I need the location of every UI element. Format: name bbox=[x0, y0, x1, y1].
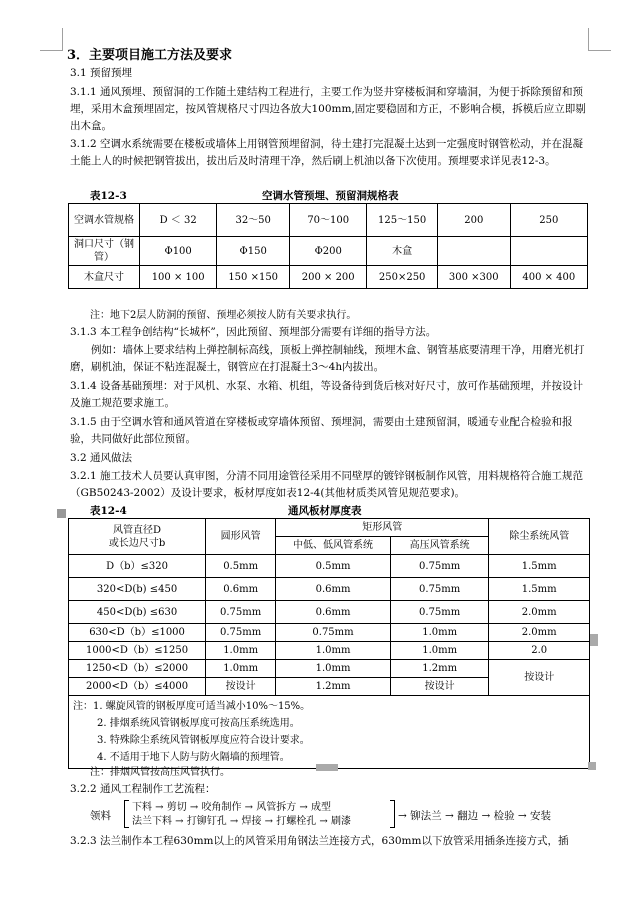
flow-start: 领料 bbox=[90, 810, 111, 822]
table-cell: 70～100 bbox=[290, 204, 367, 237]
table-cell: 木盒 bbox=[367, 237, 438, 266]
paragraph: 3.1.1 通风预埋、预留洞的工作随土建结构工程进行，主要工作为竖井穿楼板洞和穿墙洞，为便于拆除预留和预埋，采用木盒预埋固定，按风管规格尺寸四边各放大100mm,固定要稳固和方正，不影响合模，拆模后应立即剔出木盒。 bbox=[70, 86, 586, 132]
subsection-title: 3.1 预留预埋 bbox=[70, 67, 133, 79]
table-cell: 按设计 bbox=[206, 678, 276, 696]
paragraph: 例如：墙体上要求结构上弹控制标高线，顶板上弹控制轴线，预埋木盒、钢管基底要清理干净，用磨光机打磨，刷机油，保证不粘连混凝土，钢管应在打混凝土3～4h内拔出。 bbox=[70, 344, 585, 373]
sheet-thickness-table bbox=[68, 518, 590, 769]
paragraph: 3.1.4 设备基础预埋：对于风机、水泵、水箱、机组，等设备待到货后核对好尺寸，放可作基础预埋，并按设计及施工规范要求施工。 bbox=[70, 380, 584, 409]
table-cell: Φ200 bbox=[290, 237, 367, 266]
table-cell: 400 × 400 bbox=[510, 266, 587, 289]
table-cell: 1.0mm bbox=[276, 642, 391, 660]
table-title: 通风板材厚度表 bbox=[288, 505, 362, 517]
table-cell: 250×250 bbox=[367, 266, 438, 289]
table-header-cell: 高压风管系统 bbox=[390, 537, 489, 555]
table-cell: 450<D(b) ≤630 bbox=[69, 601, 206, 624]
table-cell: 0.6mm bbox=[206, 578, 276, 601]
table-cell: 0.75mm bbox=[390, 601, 489, 624]
subsection-title: 3.2 通风做法 bbox=[70, 452, 133, 464]
table-cell bbox=[510, 237, 587, 266]
table-cell: 1.5mm bbox=[489, 555, 590, 578]
table-cell: 0.5mm bbox=[276, 555, 391, 578]
table-cell: 1.5mm bbox=[489, 578, 590, 601]
table-cell: 300 ×300 bbox=[437, 266, 510, 289]
table-cell: 0.75mm bbox=[390, 578, 489, 601]
paragraph: 3.2.3 法兰制作本工程630mm以上的风管采用角钢法兰连接方式，630mm以下放管采用插条连接方式，插 bbox=[70, 835, 569, 847]
crop-mark-top-left bbox=[40, 28, 63, 51]
table-cell: 洞口尺寸（钢管） bbox=[69, 237, 140, 266]
table-cell: 按设计 bbox=[489, 660, 590, 696]
table-cell: 32～50 bbox=[217, 204, 290, 237]
table-cell: 200 bbox=[437, 204, 510, 237]
table-cell: 空调水管规格 bbox=[69, 204, 140, 237]
paragraph: 3.1.5 由于空调水管和通风管道在穿楼板或穿墙体预留、预埋洞，需要由土建预留洞，暖通专业配合检验和报验，共同做好此部位预留。 bbox=[70, 416, 573, 445]
table-cell: 1.0mm bbox=[276, 660, 391, 678]
flow-bracket bbox=[124, 800, 129, 828]
table-cell: 0.75mm bbox=[206, 624, 276, 642]
table-cell: 250 bbox=[510, 204, 587, 237]
table-cell: 2.0mm bbox=[489, 601, 590, 624]
table-cell: 1.0mm bbox=[206, 660, 276, 678]
table-note: 注：1. 螺旋风管的钢板厚度可适当减小10%～15%。 bbox=[73, 701, 311, 712]
table-cell: 1.2mm bbox=[276, 678, 391, 696]
flow-end: → 铆法兰 → 翻边 → 检验 → 安装 bbox=[398, 810, 552, 822]
table-cell: 0.75mm bbox=[390, 555, 489, 578]
table-cell: 100 × 100 bbox=[140, 266, 217, 289]
table-cell: 1.0mm bbox=[390, 624, 489, 642]
paragraph: 3.1.2 空调水系统需要在楼板或墙体上用钢管预埋留洞，待土建打完混凝土达到一定强度时钢管松动，并在混凝土能上人的时候把钢管拔出，拔出后及时清理干净，然后刷上机油以备下次使用。预埋要求详见表12-3。 bbox=[70, 138, 584, 167]
table-title: 空调水管预埋、预留洞规格表 bbox=[262, 190, 399, 202]
table-note: 2. 排烟系统风管钢板厚度可按高压系统选用。 bbox=[97, 718, 300, 729]
table-cell: 2000<D（b）≤4000 bbox=[69, 678, 206, 696]
table-header-cell: 矩形风管 bbox=[276, 519, 489, 537]
embed-spec-table bbox=[68, 203, 588, 289]
table-cell: 0.75mm bbox=[276, 624, 391, 642]
subsection-title: 3.2.2 通风工程制作工艺流程： bbox=[70, 783, 216, 795]
table-move-handle-icon[interactable] bbox=[57, 509, 66, 518]
table-header-cell: 圆形风管 bbox=[206, 519, 276, 555]
table-cell: 320<D(b) ≤450 bbox=[69, 578, 206, 601]
table-header-cell: 风管直径D 或长边尺寸b bbox=[69, 519, 206, 555]
flow-line: 法兰下料 → 打铆钉孔 → 焊接 → 打螺栓孔 → 刷漆 bbox=[132, 816, 351, 827]
table-cell: 0.6mm bbox=[276, 601, 391, 624]
table-cell: 1000<D（b）≤1250 bbox=[69, 642, 206, 660]
table-cell: Φ100 bbox=[140, 237, 217, 266]
table-cell: 125～150 bbox=[367, 204, 438, 237]
crop-mark-top-right bbox=[588, 28, 611, 51]
table-notes-cell bbox=[69, 696, 590, 769]
table-cell: D ＜ 32 bbox=[140, 204, 217, 237]
section-heading: 3．主要项目施工方法及要求 bbox=[67, 48, 233, 63]
table-cell: 1.0mm bbox=[206, 642, 276, 660]
table-number: 表12-3 bbox=[90, 190, 127, 202]
table-cell: D（b）≤320 bbox=[69, 555, 206, 578]
table-note: 注：排烟风管按高压风管执行。 bbox=[90, 767, 230, 778]
table-note: 3. 特殊除尘系统风管钢板厚度应符合设计要求。 bbox=[97, 735, 310, 746]
table-cell: 木盒尺寸 bbox=[69, 266, 140, 289]
table-cell: 1.2mm bbox=[390, 660, 489, 678]
table-note: 注：地下2层人防洞的预留、预埋必须按人防有关要求执行。 bbox=[90, 310, 357, 321]
table-cell: 1.0mm bbox=[390, 642, 489, 660]
flow-line: 下料 → 剪切 → 咬角制作 → 风管拆方 → 成型 bbox=[132, 802, 331, 813]
add-column-icon[interactable] bbox=[590, 634, 598, 646]
paragraph: 3.2.1 施工技术人员要认真审图，分清不同用途管径采用不同壁厚的镀锌钢板制作风管，用料规格符合施工规范（GB50243-2002）及设计要求，板材厚度如表12-4(其他材质类风管见规范要求)。 bbox=[70, 470, 584, 499]
table-cell bbox=[437, 237, 510, 266]
table-number: 表12-4 bbox=[90, 505, 127, 517]
add-row-icon[interactable] bbox=[316, 764, 338, 771]
table-cell: 0.6mm bbox=[276, 578, 391, 601]
table-header-cell: 除尘系统风管 bbox=[489, 519, 590, 555]
table-cell: 200 × 200 bbox=[290, 266, 367, 289]
table-cell: 630<D（b）≤1000 bbox=[69, 624, 206, 642]
paragraph: 3.1.3 本工程争创结构“长城杯”，因此预留、预埋部分需要有详细的指导方法。 bbox=[70, 326, 437, 338]
table-resize-handle-icon[interactable] bbox=[588, 762, 596, 770]
table-cell: Φ150 bbox=[217, 237, 290, 266]
table-cell: 0.5mm bbox=[206, 555, 276, 578]
table-cell: 2.0mm bbox=[489, 624, 590, 642]
table-cell: 1250<D（b）≤2000 bbox=[69, 660, 206, 678]
table-note: 4. 不适用于地下人防与防火隔墙的预埋管。 bbox=[97, 752, 290, 763]
table-cell: 按设计 bbox=[390, 678, 489, 696]
table-cell: 150 ×150 bbox=[217, 266, 290, 289]
flow-bracket bbox=[390, 800, 395, 828]
table-cell: 2.0 bbox=[489, 642, 590, 660]
table-header-cell: 中低、低风管系统 bbox=[276, 537, 391, 555]
table-cell: 0.75mm bbox=[206, 601, 276, 624]
